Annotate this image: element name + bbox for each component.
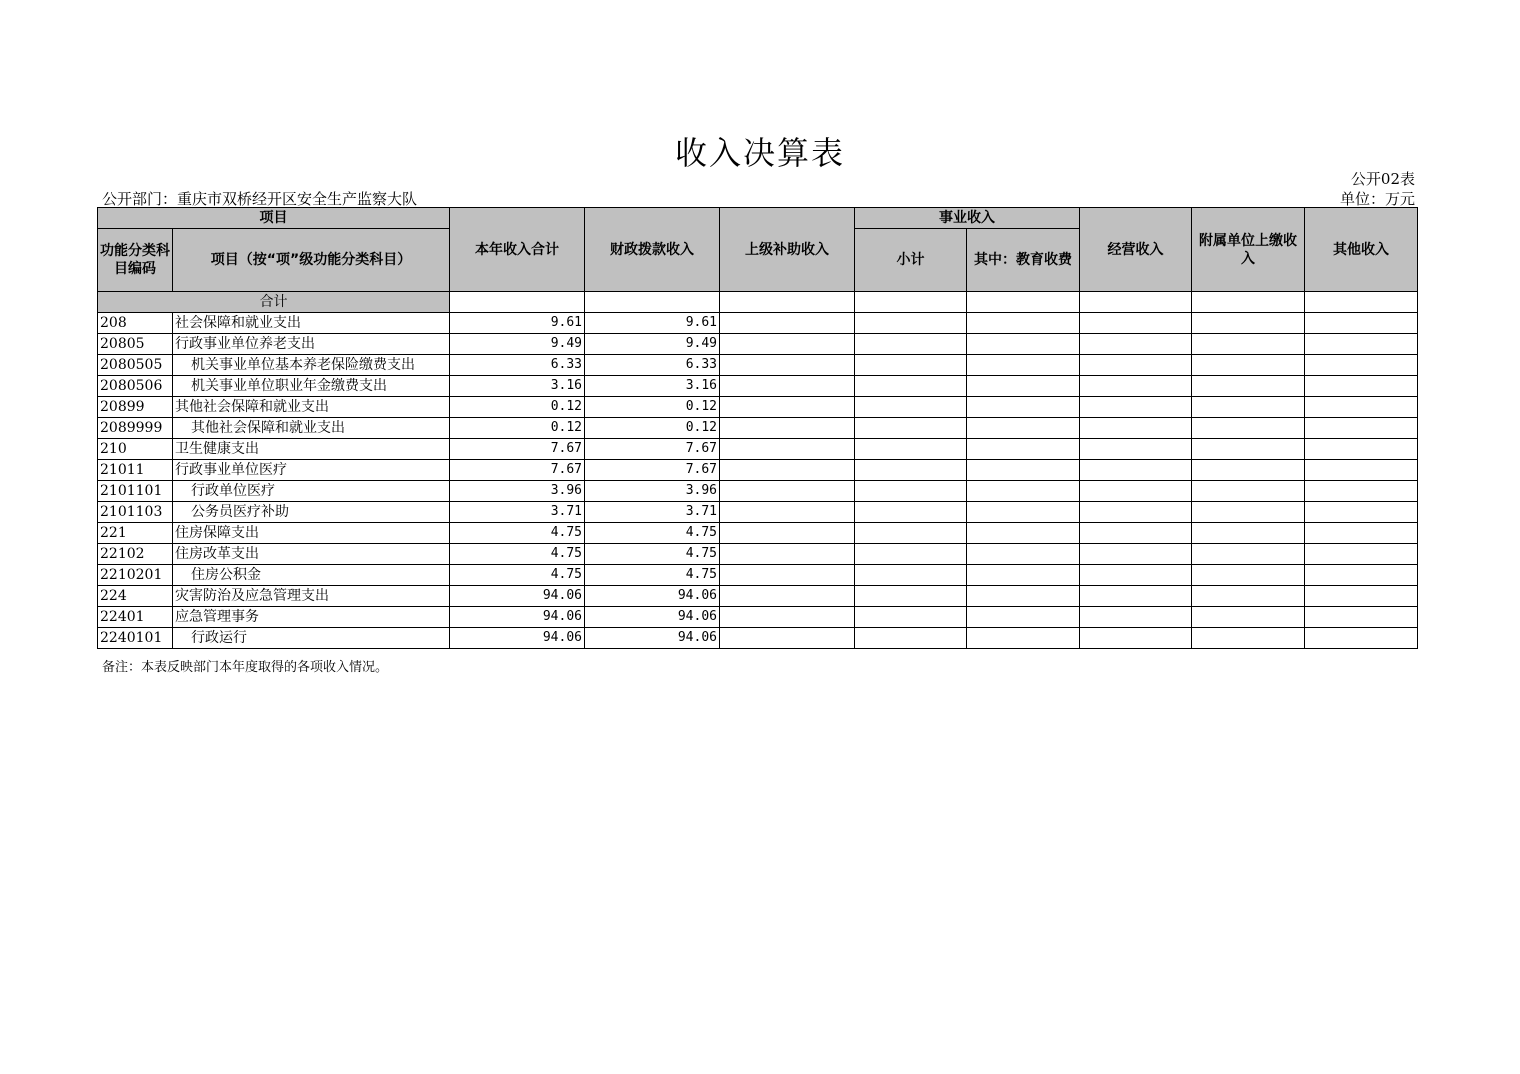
- superior-subsidy-cell: [720, 376, 855, 397]
- total-cell: [1192, 292, 1305, 313]
- business-education-cell: [967, 628, 1080, 649]
- func-code-cell: 210: [98, 439, 173, 460]
- fiscal-income-cell: 0.12: [585, 418, 720, 439]
- business-education-cell: [967, 313, 1080, 334]
- superior-subsidy-cell: [720, 439, 855, 460]
- fiscal-income-cell: 94.06: [585, 628, 720, 649]
- superior-subsidy-cell: [720, 502, 855, 523]
- project-name-cell: 行政事业单位养老支出: [173, 334, 450, 355]
- project-name-cell: 住房改革支出: [173, 544, 450, 565]
- table-row: [98, 565, 1418, 586]
- fiscal-income-cell: 7.67: [585, 439, 720, 460]
- business-education-cell: [967, 355, 1080, 376]
- operating-income-cell: [1080, 439, 1192, 460]
- total-income-cell: 7.67: [450, 439, 585, 460]
- table-row: [98, 544, 1418, 565]
- superior-subsidy-cell: [720, 460, 855, 481]
- superior-subsidy-cell: [720, 565, 855, 586]
- business-education-cell: [967, 586, 1080, 607]
- func-code-cell: 2089999: [98, 418, 173, 439]
- header-operating-income: 经营收入: [1080, 208, 1192, 292]
- operating-income-cell: [1080, 313, 1192, 334]
- other-income-cell: [1305, 355, 1418, 376]
- fiscal-income-cell: 9.61: [585, 313, 720, 334]
- header-total-income: 本年收入合计: [450, 208, 585, 292]
- func-code-cell: 208: [98, 313, 173, 334]
- func-code-cell: 2240101: [98, 628, 173, 649]
- fiscal-income-cell: 4.75: [585, 523, 720, 544]
- total-income-cell: 3.16: [450, 376, 585, 397]
- table-row: [98, 376, 1418, 397]
- business-education-cell: [967, 502, 1080, 523]
- func-code-cell: 22102: [98, 544, 173, 565]
- footer-note: 备注：本表反映部门本年度取得的各项收入情况。: [102, 660, 389, 675]
- affiliate-income-cell: [1192, 586, 1305, 607]
- operating-income-cell: [1080, 628, 1192, 649]
- header-business-group: 事业收入: [855, 208, 1080, 229]
- superior-subsidy-cell: [720, 481, 855, 502]
- affiliate-income-cell: [1192, 439, 1305, 460]
- other-income-cell: [1305, 544, 1418, 565]
- other-income-cell: [1305, 481, 1418, 502]
- project-name-cell: 社会保障和就业支出: [173, 313, 450, 334]
- other-income-cell: [1305, 607, 1418, 628]
- table-row: [98, 418, 1418, 439]
- total-income-cell: 7.67: [450, 460, 585, 481]
- superior-subsidy-cell: [720, 397, 855, 418]
- table-row: [98, 586, 1418, 607]
- business-education-cell: [967, 481, 1080, 502]
- total-cell: [585, 292, 720, 313]
- operating-income-cell: [1080, 418, 1192, 439]
- business-education-cell: [967, 376, 1080, 397]
- header-business-subtotal: 小计: [855, 229, 967, 292]
- total-income-cell: 4.75: [450, 565, 585, 586]
- project-name-cell: 应急管理事务: [173, 607, 450, 628]
- func-code-cell: 2101103: [98, 502, 173, 523]
- table-row: [98, 334, 1418, 355]
- unit-label: 单位：万元: [1339, 190, 1415, 208]
- table-row: [98, 502, 1418, 523]
- project-name-cell: 行政事业单位医疗: [173, 460, 450, 481]
- total-income-cell: 0.12: [450, 397, 585, 418]
- header-project-name: 项目（按“项”级功能分类科目）: [173, 229, 450, 292]
- affiliate-income-cell: [1192, 313, 1305, 334]
- total-income-cell: 3.71: [450, 502, 585, 523]
- fiscal-income-cell: 4.75: [585, 544, 720, 565]
- total-cell: [720, 292, 855, 313]
- total-income-cell: 4.75: [450, 544, 585, 565]
- business-subtotal-cell: [855, 376, 967, 397]
- fiscal-income-cell: 9.49: [585, 334, 720, 355]
- affiliate-income-cell: [1192, 565, 1305, 586]
- header-affiliate-income: 附属单位上缴收入: [1192, 208, 1305, 292]
- header-project-group: 项目: [98, 208, 450, 229]
- total-label: 合计: [98, 292, 450, 313]
- superior-subsidy-cell: [720, 313, 855, 334]
- operating-income-cell: [1080, 565, 1192, 586]
- business-education-cell: [967, 460, 1080, 481]
- fiscal-income-cell: 3.71: [585, 502, 720, 523]
- func-code-cell: 22401: [98, 607, 173, 628]
- business-education-cell: [967, 397, 1080, 418]
- table-row: [98, 607, 1418, 628]
- table-row: [98, 313, 1418, 334]
- project-name-cell: 行政运行: [173, 628, 450, 649]
- table-row: [98, 481, 1418, 502]
- other-income-cell: [1305, 460, 1418, 481]
- business-education-cell: [967, 544, 1080, 565]
- total-income-cell: 94.06: [450, 586, 585, 607]
- business-subtotal-cell: [855, 418, 967, 439]
- header-fiscal-income: 财政拨款收入: [585, 208, 720, 292]
- other-income-cell: [1305, 313, 1418, 334]
- project-name-cell: 机关事业单位基本养老保险缴费支出: [173, 355, 450, 376]
- table-row: [98, 355, 1418, 376]
- form-number: 公开02表: [1350, 170, 1415, 188]
- total-income-cell: 6.33: [450, 355, 585, 376]
- business-subtotal-cell: [855, 313, 967, 334]
- func-code-cell: 20899: [98, 397, 173, 418]
- fiscal-income-cell: 94.06: [585, 586, 720, 607]
- total-cell: [967, 292, 1080, 313]
- business-education-cell: [967, 418, 1080, 439]
- total-income-cell: 94.06: [450, 607, 585, 628]
- total-row: [98, 292, 1418, 313]
- fiscal-income-cell: 0.12: [585, 397, 720, 418]
- project-name-cell: 住房公积金: [173, 565, 450, 586]
- total-cell: [855, 292, 967, 313]
- department-label: 公开部门：重庆市双桥经开区安全生产监察大队: [102, 190, 418, 208]
- superior-subsidy-cell: [720, 628, 855, 649]
- total-cell: [450, 292, 585, 313]
- other-income-cell: [1305, 376, 1418, 397]
- table-row: [98, 397, 1418, 418]
- superior-subsidy-cell: [720, 544, 855, 565]
- func-code-cell: 221: [98, 523, 173, 544]
- total-income-cell: 94.06: [450, 628, 585, 649]
- affiliate-income-cell: [1192, 355, 1305, 376]
- fiscal-income-cell: 3.16: [585, 376, 720, 397]
- operating-income-cell: [1080, 355, 1192, 376]
- other-income-cell: [1305, 397, 1418, 418]
- affiliate-income-cell: [1192, 481, 1305, 502]
- affiliate-income-cell: [1192, 460, 1305, 481]
- business-education-cell: [967, 439, 1080, 460]
- project-name-cell: 住房保障支出: [173, 523, 450, 544]
- func-code-cell: 2080505: [98, 355, 173, 376]
- other-income-cell: [1305, 523, 1418, 544]
- business-subtotal-cell: [855, 586, 967, 607]
- superior-subsidy-cell: [720, 607, 855, 628]
- operating-income-cell: [1080, 481, 1192, 502]
- affiliate-income-cell: [1192, 502, 1305, 523]
- fiscal-income-cell: 6.33: [585, 355, 720, 376]
- total-income-cell: 9.49: [450, 334, 585, 355]
- business-education-cell: [967, 565, 1080, 586]
- business-subtotal-cell: [855, 460, 967, 481]
- total-cell: [1080, 292, 1192, 313]
- project-name-cell: 机关事业单位职业年金缴费支出: [173, 376, 450, 397]
- func-code-cell: 2101101: [98, 481, 173, 502]
- project-name-cell: 其他社会保障和就业支出: [173, 418, 450, 439]
- operating-income-cell: [1080, 397, 1192, 418]
- other-income-cell: [1305, 565, 1418, 586]
- header-func-code: 功能分类科目编码: [98, 229, 173, 292]
- func-code-cell: 21011: [98, 460, 173, 481]
- total-income-cell: 4.75: [450, 523, 585, 544]
- project-name-cell: 灾害防治及应急管理支出: [173, 586, 450, 607]
- operating-income-cell: [1080, 607, 1192, 628]
- other-income-cell: [1305, 502, 1418, 523]
- header-other-income: 其他收入: [1305, 208, 1418, 292]
- business-subtotal-cell: [855, 628, 967, 649]
- superior-subsidy-cell: [720, 586, 855, 607]
- business-subtotal-cell: [855, 523, 967, 544]
- project-name-cell: 其他社会保障和就业支出: [173, 397, 450, 418]
- operating-income-cell: [1080, 334, 1192, 355]
- affiliate-income-cell: [1192, 523, 1305, 544]
- table-row: [98, 628, 1418, 649]
- total-income-cell: 0.12: [450, 418, 585, 439]
- total-income-cell: 9.61: [450, 313, 585, 334]
- affiliate-income-cell: [1192, 418, 1305, 439]
- other-income-cell: [1305, 334, 1418, 355]
- superior-subsidy-cell: [720, 355, 855, 376]
- business-subtotal-cell: [855, 607, 967, 628]
- superior-subsidy-cell: [720, 523, 855, 544]
- business-subtotal-cell: [855, 355, 967, 376]
- operating-income-cell: [1080, 523, 1192, 544]
- business-subtotal-cell: [855, 439, 967, 460]
- affiliate-income-cell: [1192, 628, 1305, 649]
- fiscal-income-cell: 3.96: [585, 481, 720, 502]
- business-subtotal-cell: [855, 544, 967, 565]
- total-cell: [1305, 292, 1418, 313]
- operating-income-cell: [1080, 544, 1192, 565]
- business-education-cell: [967, 334, 1080, 355]
- operating-income-cell: [1080, 460, 1192, 481]
- func-code-cell: 2210201: [98, 565, 173, 586]
- project-name-cell: 公务员医疗补助: [173, 502, 450, 523]
- income-table: [97, 207, 1418, 649]
- business-subtotal-cell: [855, 397, 967, 418]
- fiscal-income-cell: 94.06: [585, 607, 720, 628]
- other-income-cell: [1305, 628, 1418, 649]
- business-education-cell: [967, 523, 1080, 544]
- operating-income-cell: [1080, 586, 1192, 607]
- header-superior-subsidy: 上级补助收入: [720, 208, 855, 292]
- func-code-cell: 224: [98, 586, 173, 607]
- project-name-cell: 卫生健康支出: [173, 439, 450, 460]
- other-income-cell: [1305, 418, 1418, 439]
- table-row: [98, 460, 1418, 481]
- business-education-cell: [967, 607, 1080, 628]
- operating-income-cell: [1080, 502, 1192, 523]
- func-code-cell: 2080506: [98, 376, 173, 397]
- fiscal-income-cell: 4.75: [585, 565, 720, 586]
- affiliate-income-cell: [1192, 334, 1305, 355]
- superior-subsidy-cell: [720, 334, 855, 355]
- project-name-cell: 行政单位医疗: [173, 481, 450, 502]
- other-income-cell: [1305, 586, 1418, 607]
- business-subtotal-cell: [855, 481, 967, 502]
- total-income-cell: 3.96: [450, 481, 585, 502]
- table-row: [98, 439, 1418, 460]
- business-subtotal-cell: [855, 565, 967, 586]
- func-code-cell: 20805: [98, 334, 173, 355]
- table-row: [98, 523, 1418, 544]
- business-subtotal-cell: [855, 502, 967, 523]
- affiliate-income-cell: [1192, 397, 1305, 418]
- affiliate-income-cell: [1192, 376, 1305, 397]
- operating-income-cell: [1080, 376, 1192, 397]
- fiscal-income-cell: 7.67: [585, 460, 720, 481]
- header-business-education: 其中：教育收费: [967, 229, 1080, 292]
- business-subtotal-cell: [855, 334, 967, 355]
- page-title: 收入决算表: [674, 134, 845, 172]
- affiliate-income-cell: [1192, 607, 1305, 628]
- superior-subsidy-cell: [720, 418, 855, 439]
- affiliate-income-cell: [1192, 544, 1305, 565]
- other-income-cell: [1305, 439, 1418, 460]
